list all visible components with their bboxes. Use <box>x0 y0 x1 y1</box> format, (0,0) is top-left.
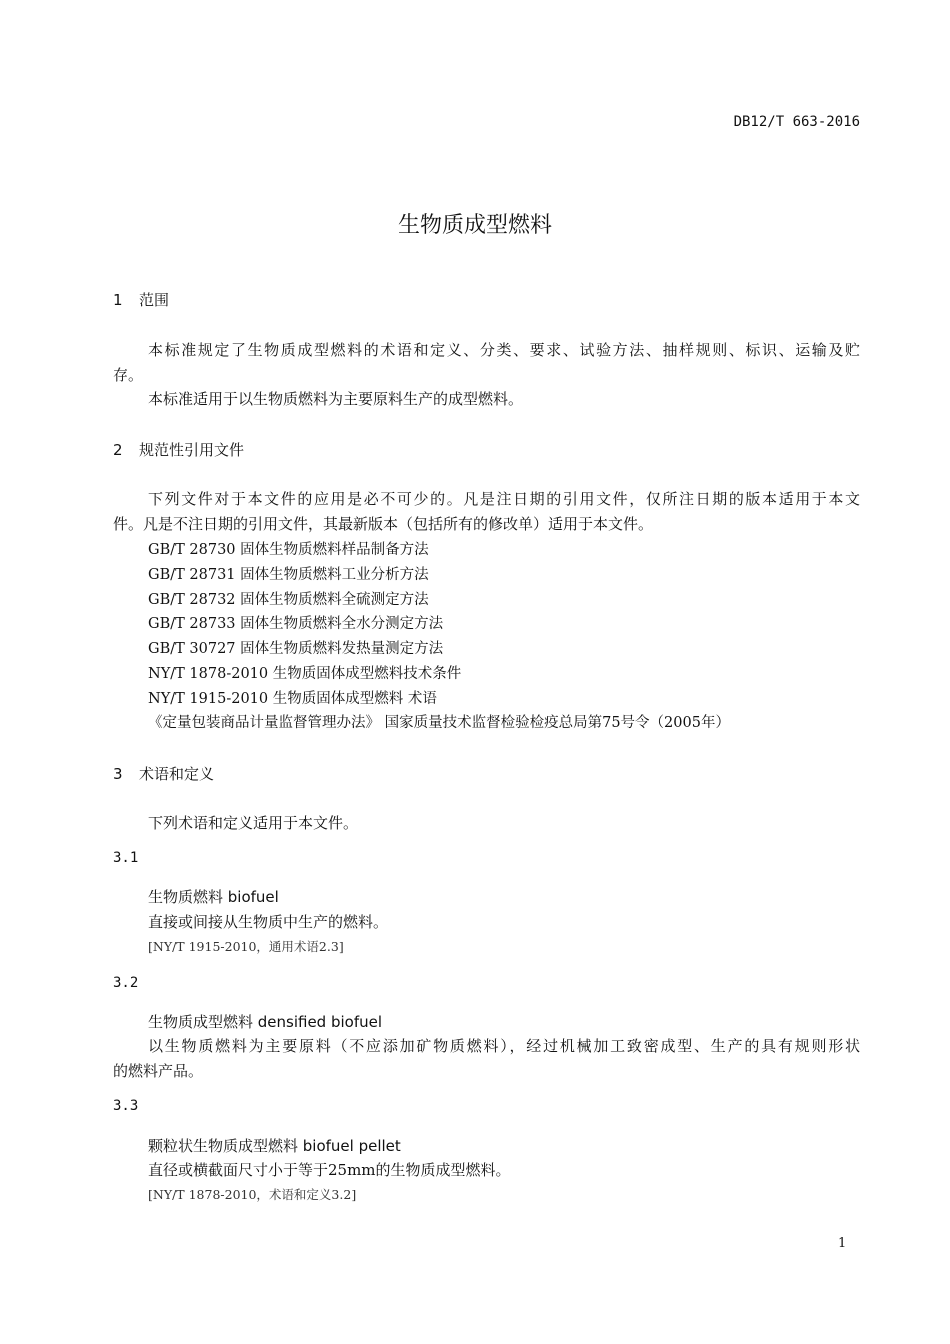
section-number: 1 <box>113 291 123 309</box>
standard-code: DB12/T 663-2016 <box>733 114 860 130</box>
reference-item: GB/T 28732 固体生物质燃料全硫测定方法 <box>148 592 429 608</box>
refs-intro-line-1: 下列文件对于本文件的应用是必不可少的。凡是注日期的引用文件，仅所注日期的版本适用于本文 <box>148 490 860 508</box>
term-number: 3.2 <box>113 975 139 991</box>
section-heading-normative-refs <box>113 439 244 460</box>
term-name: 颗粒状生物质成型燃料 biofuel pellet <box>148 1137 401 1155</box>
section-heading-scope <box>113 289 169 310</box>
reference-item: NY/T 1878-2010 生物质固体成型燃料技术条件 <box>148 666 462 682</box>
scope-paragraph-line-2: 存。 <box>113 366 144 384</box>
scope-paragraph-2: 本标准适用于以生物质燃料为主要原料生产的成型燃料。 <box>148 390 524 408</box>
section-heading-terms <box>113 763 214 784</box>
term-definition-line-2: 的燃料产品。 <box>113 1062 204 1080</box>
reference-item: 《定量包装商品计量监督管理办法》 国家质量技术监督检验检疫总局第75号令（2005年） <box>148 715 730 731</box>
section-number: 2 <box>113 441 123 459</box>
section-number: 3 <box>113 765 123 783</box>
document-title: 生物质成型燃料 <box>397 213 552 238</box>
term-source: [NY/T 1915-2010，通用术语2.3] <box>148 939 344 954</box>
term-source: [NY/T 1878-2010，术语和定义3.2] <box>148 1187 357 1202</box>
term-number: 3.1 <box>113 850 139 866</box>
terms-intro: 下列术语和定义适用于本文件。 <box>148 814 359 832</box>
reference-item: GB/T 28731 固体生物质燃料工业分析方法 <box>148 567 429 583</box>
term-name: 生物质成型燃料 densified biofuel <box>148 1013 383 1031</box>
section-title: 范围 <box>139 291 170 309</box>
reference-item: NY/T 1915-2010 生物质固体成型燃料 术语 <box>148 691 437 707</box>
reference-item: GB/T 28733 固体生物质燃料全水分测定方法 <box>148 616 444 632</box>
page-number: 1 <box>838 1236 847 1251</box>
section-title: 规范性引用文件 <box>139 441 245 459</box>
term-definition: 直径或横截面尺寸小于等于25mm的生物质成型燃料。 <box>148 1161 511 1179</box>
reference-item: GB/T 28730 固体生物质燃料样品制备方法 <box>148 542 429 558</box>
term-definition: 直接或间接从生物质中生产的燃料。 <box>148 913 389 931</box>
term-name: 生物质燃料 biofuel <box>148 888 279 906</box>
scope-paragraph-line-1: 本标准规定了生物质成型燃料的术语和定义、分类、要求、试验方法、抽样规则、标识、运输及贮 <box>148 341 860 359</box>
term-number: 3.3 <box>113 1098 139 1114</box>
reference-item: GB/T 30727 固体生物质燃料发热量测定方法 <box>148 641 444 657</box>
refs-intro-line-2: 件。凡是不注日期的引用文件，其最新版本（包括所有的修改单）适用于本文件。 <box>113 515 654 533</box>
term-definition-line-1: 以生物质燃料为主要原料（不应添加矿物质燃料），经过机械加工致密成型、生产的具有规则形状 <box>148 1037 860 1055</box>
section-title: 术语和定义 <box>139 765 215 783</box>
